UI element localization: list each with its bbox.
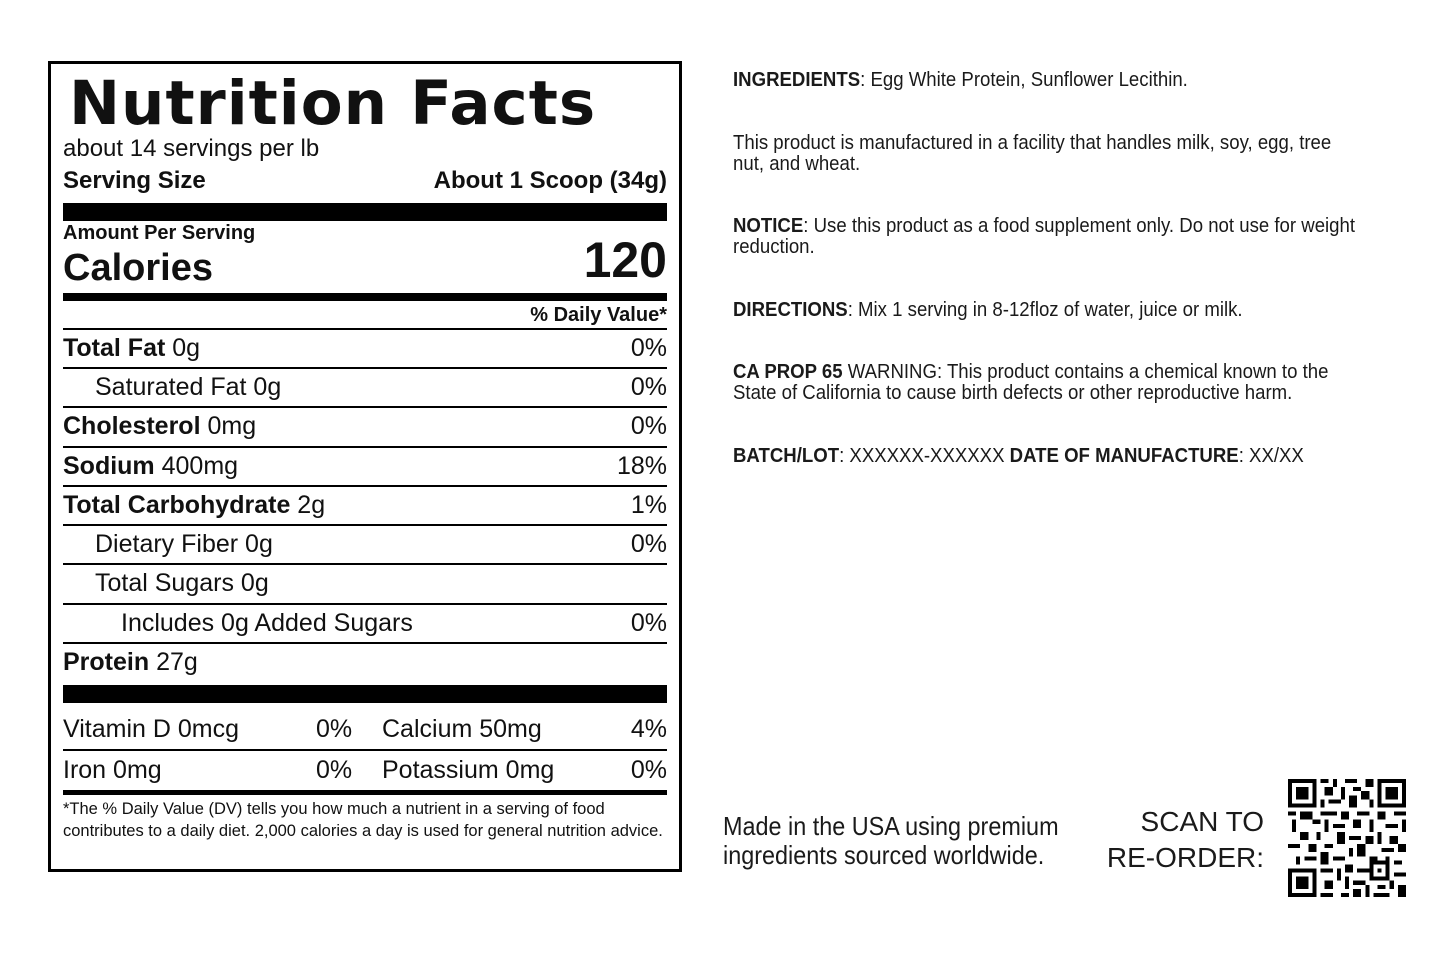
ingredients-label: INGREDIENTS [733, 69, 861, 91]
notice-text: : Use this product as a food supplement only. Do not use for weight reduction. [733, 215, 1356, 258]
vitamin-name: Calcium [382, 715, 473, 743]
vitamin-item [382, 711, 542, 747]
date-label: DATE OF MANUFACTURE [1009, 445, 1239, 467]
vitamin-name: Vitamin D [63, 715, 171, 743]
nutrition-title: Nutrition Facts [69, 68, 597, 139]
nutrient-amount: 400mg [161, 452, 239, 480]
allergen-statement: This product is manufactured in a facility that handles milk, soy, egg, tree nut, and wheat. [733, 132, 1332, 175]
medium-divider [63, 293, 667, 301]
notice-statement [733, 216, 1365, 258]
scan-line-2: RE-ORDER: [1106, 842, 1264, 873]
prop65-label: CA PROP 65 [733, 361, 843, 383]
servings-per-container: about 14 servings per lb [63, 135, 320, 162]
nutrient-row [63, 330, 667, 366]
divider [63, 749, 667, 751]
vitamin-dv: 0% [630, 756, 667, 784]
vitamin-name: Potassium [382, 756, 499, 784]
nutrient-dv: 18% [616, 452, 667, 480]
thick-divider [63, 203, 667, 221]
nutrient-name: Dietary Fiber 0g [95, 530, 273, 558]
directions-statement [733, 300, 1365, 321]
nutrient-dv: 1% [630, 491, 667, 519]
vitamin-amount: 0mg [505, 756, 555, 784]
thick-divider [63, 685, 667, 703]
scan-to-reorder [1098, 804, 1264, 876]
vitamin-dv: 0% [316, 715, 353, 743]
nutrient-dv: 0% [630, 334, 667, 362]
ingredients-text: : Egg White Protein, Sunflower Lecithin. [860, 69, 1188, 91]
nutrient-amount: 27g [156, 648, 198, 676]
directions-text: : Mix 1 serving in 8-12floz of water, juice or milk. [847, 299, 1243, 321]
directions-label: DIRECTIONS [733, 299, 848, 321]
nutrient-name: Includes 0g Added Sugars [121, 609, 413, 637]
daily-value-footnote: *The % Daily Value (DV) tells you how much a nutrient in a serving of food contributes to a daily diet. 2,000 calories a day is used for general nutrition advice. [63, 800, 663, 840]
nutrient-row [63, 605, 667, 641]
nutrient-dv: 0% [630, 530, 667, 558]
nutrient-name: Protein [63, 648, 150, 676]
nutrient-name: Sodium [63, 452, 155, 480]
nutrient-row [63, 644, 667, 680]
qr-code-icon[interactable] [1288, 779, 1406, 897]
nutrition-facts-panel [48, 61, 682, 872]
ingredients-statement [733, 70, 1365, 91]
nutrient-dv: 0% [630, 609, 667, 637]
prop65-text: WARNING: This product contains a chemical known to the State of California to cause birth defects or other reproductive harm. [733, 361, 1329, 404]
nutrient-amount: 2g [297, 491, 326, 519]
nutrient-row [63, 565, 667, 601]
vitamin-dv: 4% [630, 715, 667, 743]
medium-divider [63, 790, 667, 795]
serving-size-label: Serving Size [63, 167, 206, 194]
date-value: : XX/XX [1238, 445, 1304, 467]
batch-value: : XXXXXX-XXXXXX [839, 445, 1010, 467]
nutrient-name: Total Sugars 0g [95, 569, 269, 597]
vitamin-amount: 50mg [479, 715, 542, 743]
daily-value-header: % Daily Value* [530, 304, 667, 326]
nutrient-row [63, 369, 667, 405]
vitamin-amount: 0mcg [177, 715, 240, 743]
serving-size-value: About 1 Scoop (34g) [433, 167, 667, 194]
scan-line-1: SCAN TO [1140, 806, 1264, 837]
nutrient-name: Total Fat [63, 334, 166, 362]
nutrient-name: Cholesterol [63, 412, 201, 440]
nutrient-name: Total Carbohydrate [63, 491, 291, 519]
nutrient-amount: 0g [172, 334, 201, 362]
vitamin-item [63, 752, 162, 788]
vitamin-dv: 0% [316, 756, 353, 784]
vitamin-item [63, 711, 239, 747]
vitamin-amount: 0mg [113, 756, 162, 784]
vitamin-name: Iron [63, 756, 107, 784]
notice-label: NOTICE [733, 215, 804, 237]
nutrient-dv: 0% [630, 373, 667, 401]
serving-size-row [63, 167, 667, 195]
nutrient-row [63, 526, 667, 562]
nutrient-amount: 0mg [207, 412, 257, 440]
amount-per-serving: Amount Per Serving [63, 222, 256, 244]
prop65-warning [733, 362, 1365, 404]
made-in-usa-text: Made in the USA using premium ingredients sourced worldwide. [723, 811, 1059, 870]
nutrient-row [63, 487, 667, 523]
nutrient-row [63, 448, 667, 484]
nutrient-name: Saturated Fat 0g [95, 373, 282, 401]
nutrient-row [63, 408, 667, 444]
nutrient-dv: 0% [630, 412, 667, 440]
batch-label: BATCH/LOT [733, 445, 840, 467]
batch-lot-line [733, 446, 1365, 467]
calories-label: Calories [63, 247, 213, 289]
vitamin-item [382, 752, 554, 788]
calories-value: 120 [583, 232, 667, 288]
